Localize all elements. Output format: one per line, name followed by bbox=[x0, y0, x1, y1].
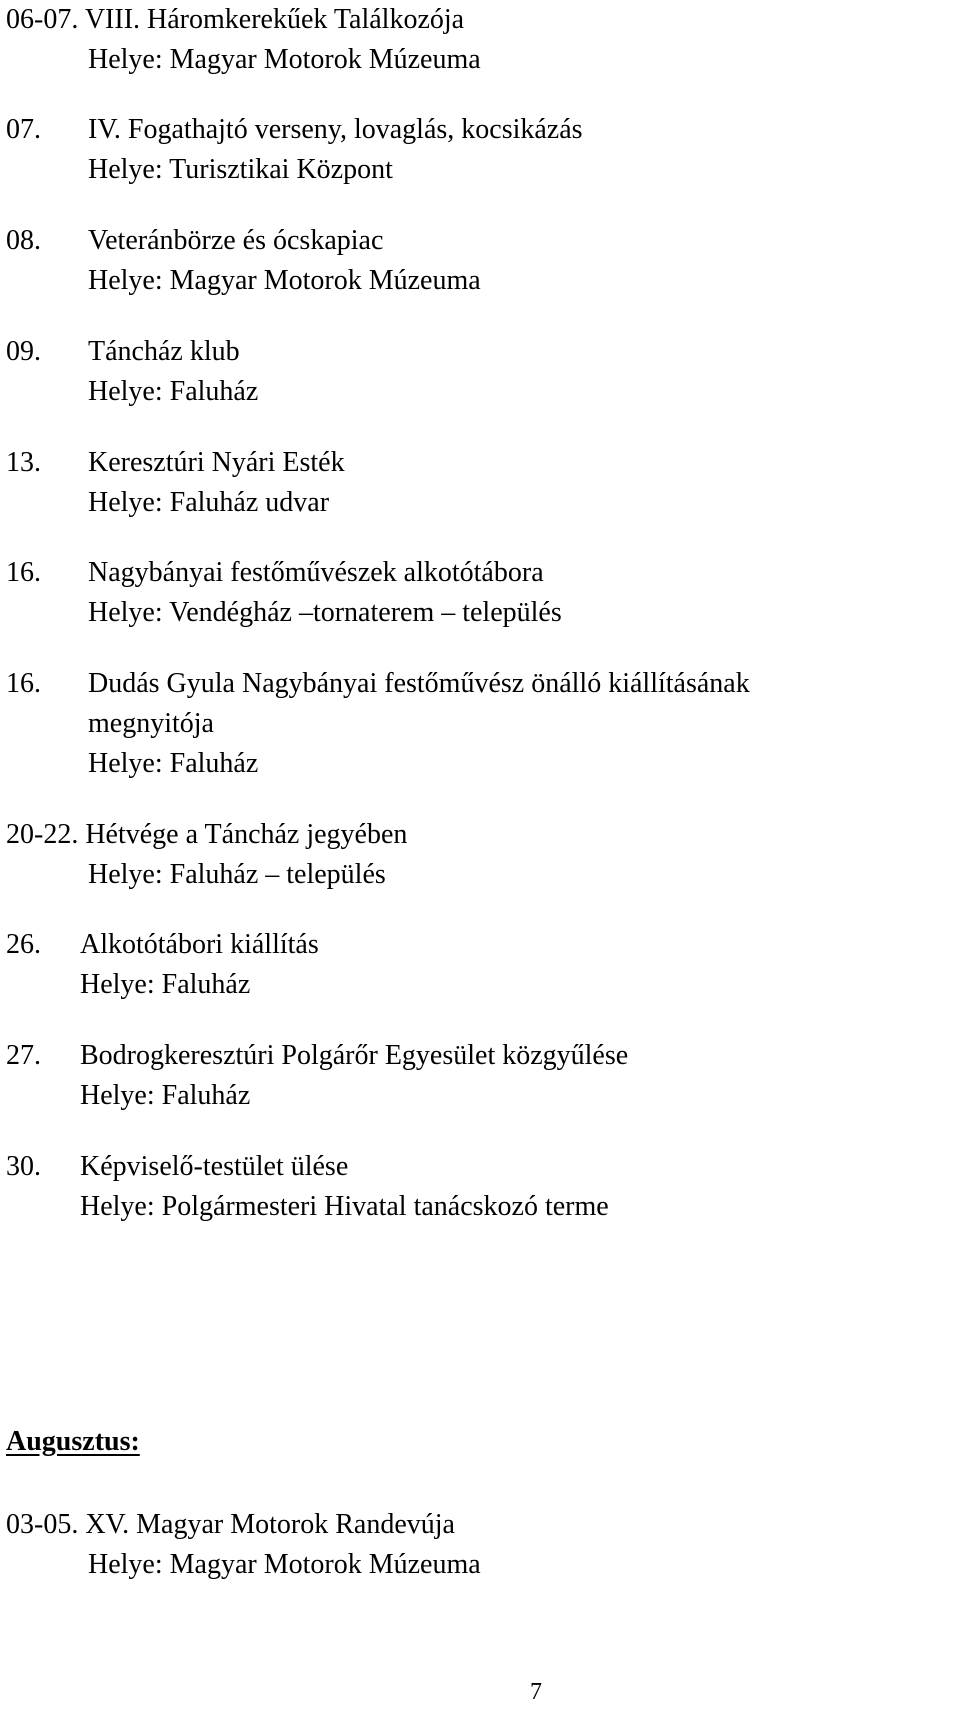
event-place: Helye: Magyar Motorok Múzeuma bbox=[88, 44, 481, 75]
event-title: Alkotótábori kiállítás bbox=[80, 929, 319, 960]
event-date: 07. bbox=[6, 114, 41, 145]
event-place: Helye: Faluház bbox=[80, 1080, 251, 1111]
event-date: 06-07. bbox=[6, 4, 79, 35]
event-title: Hétvége a Táncház jegyében bbox=[85, 819, 408, 850]
event-place: Helye: Faluház bbox=[88, 376, 259, 407]
event-title: Keresztúri Nyári Esték bbox=[88, 447, 345, 478]
event-date: 20-22. bbox=[6, 819, 79, 850]
event-title: Táncház klub bbox=[88, 336, 240, 367]
event-title-continuation: megnyitója bbox=[88, 708, 214, 739]
event-title: Veteránbörze és ócskapiac bbox=[88, 225, 384, 256]
event-place: Helye: Magyar Motorok Múzeuma bbox=[88, 265, 481, 296]
event-entry bbox=[6, 925, 956, 1005]
event-date: 16. bbox=[6, 668, 41, 699]
event-title: Bodrogkeresztúri Polgárőr Egyesület közgyűlése bbox=[80, 1040, 629, 1071]
section-heading-august: Augusztus: bbox=[6, 1426, 140, 1457]
event-entry bbox=[6, 553, 956, 633]
event-place: Helye: Vendégház –tornaterem – település bbox=[88, 597, 562, 628]
event-entry bbox=[6, 332, 956, 412]
event-entry bbox=[6, 110, 956, 190]
event-entry bbox=[6, 1147, 956, 1227]
event-date: 09. bbox=[6, 336, 41, 367]
event-date: 27. bbox=[6, 1040, 41, 1071]
event-date: 16. bbox=[6, 557, 41, 588]
event-date: 30. bbox=[6, 1151, 41, 1182]
event-place: Helye: Turisztikai Központ bbox=[88, 154, 393, 185]
event-entry bbox=[6, 443, 956, 523]
event-title: XV. Magyar Motorok Randevúja bbox=[85, 1509, 455, 1540]
event-title: Nagybányai festőművészek alkotótábora bbox=[88, 557, 544, 588]
event-place: Helye: Polgármesteri Hivatal tanácskozó terme bbox=[80, 1191, 609, 1222]
event-title: Képviselő-testület ülése bbox=[80, 1151, 349, 1182]
event-entry bbox=[6, 0, 956, 80]
event-title: IV. Fogathajtó verseny, lovaglás, kocsikázás bbox=[88, 114, 583, 145]
event-entry bbox=[6, 1036, 956, 1116]
event-place: Helye: Faluház – település bbox=[88, 859, 386, 890]
event-entry bbox=[6, 815, 956, 895]
event-entry bbox=[6, 1505, 956, 1585]
event-title: VIII. Háromkerekűek Találkozója bbox=[84, 4, 465, 35]
event-title: Dudás Gyula Nagybányai festőművész önálló kiállításának bbox=[88, 668, 750, 699]
event-date: 26. bbox=[6, 929, 41, 960]
event-place: Helye: Magyar Motorok Múzeuma bbox=[88, 1549, 481, 1580]
event-date: 08. bbox=[6, 225, 41, 256]
event-place: Helye: Faluház udvar bbox=[88, 487, 330, 518]
event-date: 03-05. bbox=[6, 1509, 79, 1540]
event-date: 13. bbox=[6, 447, 41, 478]
event-entry bbox=[6, 221, 956, 301]
event-entry bbox=[6, 664, 956, 784]
event-place: Helye: Faluház bbox=[88, 748, 259, 779]
event-place: Helye: Faluház bbox=[80, 969, 251, 1000]
page-number: 7 bbox=[530, 1679, 542, 1705]
